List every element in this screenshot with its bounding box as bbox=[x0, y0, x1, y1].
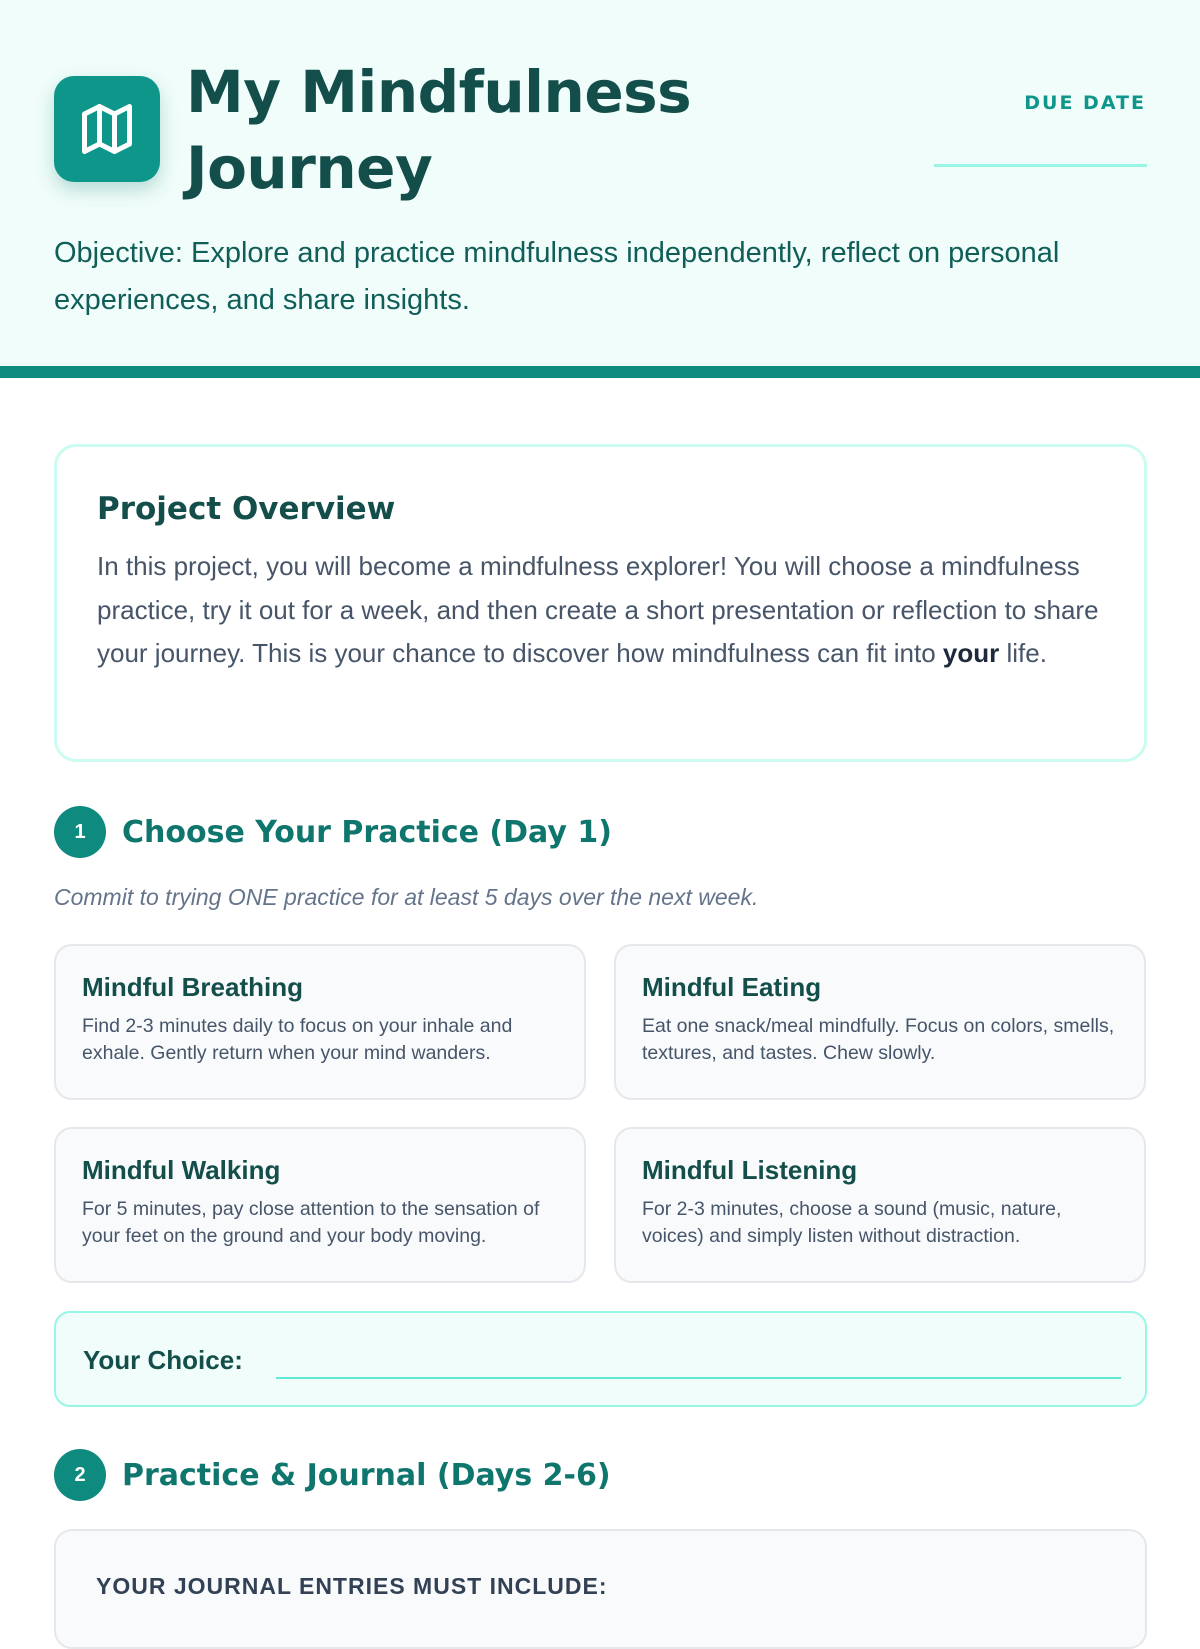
step-title: Practice & Journal (Days 2-6) bbox=[122, 1457, 611, 1493]
practice-description: For 2-3 minutes, choose a sound (music, nature, voices) and simply listen without distraction. bbox=[642, 1198, 1062, 1247]
practice-card-breathing[interactable] bbox=[54, 944, 586, 1100]
project-overview-card bbox=[54, 444, 1147, 762]
step-number-badge: 2 bbox=[54, 1449, 106, 1501]
practice-card-listening[interactable] bbox=[614, 1127, 1146, 1283]
worksheet-header bbox=[0, 0, 1200, 378]
step-number-badge: 1 bbox=[54, 806, 106, 858]
due-date-label: DUE DATE bbox=[1024, 92, 1146, 114]
objective-text: Objective: Explore and practice mindfulness independently, reflect on personal experiences, and share insights. bbox=[54, 237, 1060, 316]
overview-text-part: In this project, you will become a mindfulness explorer! You will choose a mindfulness practice, try it out for a week, and then create a short presentation or reflection to share your journey. This is your chance to discover how mindfulness can fit into bbox=[97, 551, 1099, 668]
step-2-header bbox=[54, 1449, 611, 1501]
journal-requirements-card bbox=[54, 1529, 1147, 1649]
your-choice-label: Your Choice: bbox=[83, 1345, 243, 1375]
practice-description: Eat one snack/meal mindfully. Focus on colors, smells, textures, and tastes. Chew slowly. bbox=[642, 1015, 1115, 1064]
step-1-instruction: Commit to trying ONE practice for at least 5 days over the next week. bbox=[54, 884, 759, 910]
map-icon bbox=[77, 99, 137, 159]
page-title: My Mindfulness Journey bbox=[186, 58, 692, 202]
overview-text-end: life. bbox=[999, 638, 1047, 668]
step-title: Choose Your Practice (Day 1) bbox=[122, 814, 612, 850]
your-choice-box bbox=[54, 1311, 1147, 1407]
overview-heading: Project Overview bbox=[97, 491, 396, 527]
practice-description: For 5 minutes, pay close attention to the sensation of your feet on the ground and your body moving. bbox=[82, 1198, 540, 1247]
practice-title: Mindful Eating bbox=[642, 972, 822, 1002]
practice-title: Mindful Walking bbox=[82, 1155, 281, 1185]
practice-title: Mindful Listening bbox=[642, 1155, 858, 1185]
logo-badge bbox=[54, 76, 160, 182]
practice-card-walking[interactable] bbox=[54, 1127, 586, 1283]
practice-description: Find 2-3 minutes daily to focus on your inhale and exhale. Gently return when your mind wanders. bbox=[82, 1015, 513, 1064]
step-1-header bbox=[54, 806, 612, 858]
overview-text bbox=[97, 545, 1104, 676]
overview-text-emphasis: your bbox=[942, 638, 1000, 668]
practice-title: Mindful Breathing bbox=[82, 972, 303, 1002]
journal-requirements-label: YOUR JOURNAL ENTRIES MUST INCLUDE: bbox=[96, 1573, 608, 1599]
due-date-field[interactable] bbox=[934, 164, 1147, 167]
practice-card-eating[interactable] bbox=[614, 944, 1146, 1100]
your-choice-field[interactable] bbox=[276, 1377, 1121, 1379]
